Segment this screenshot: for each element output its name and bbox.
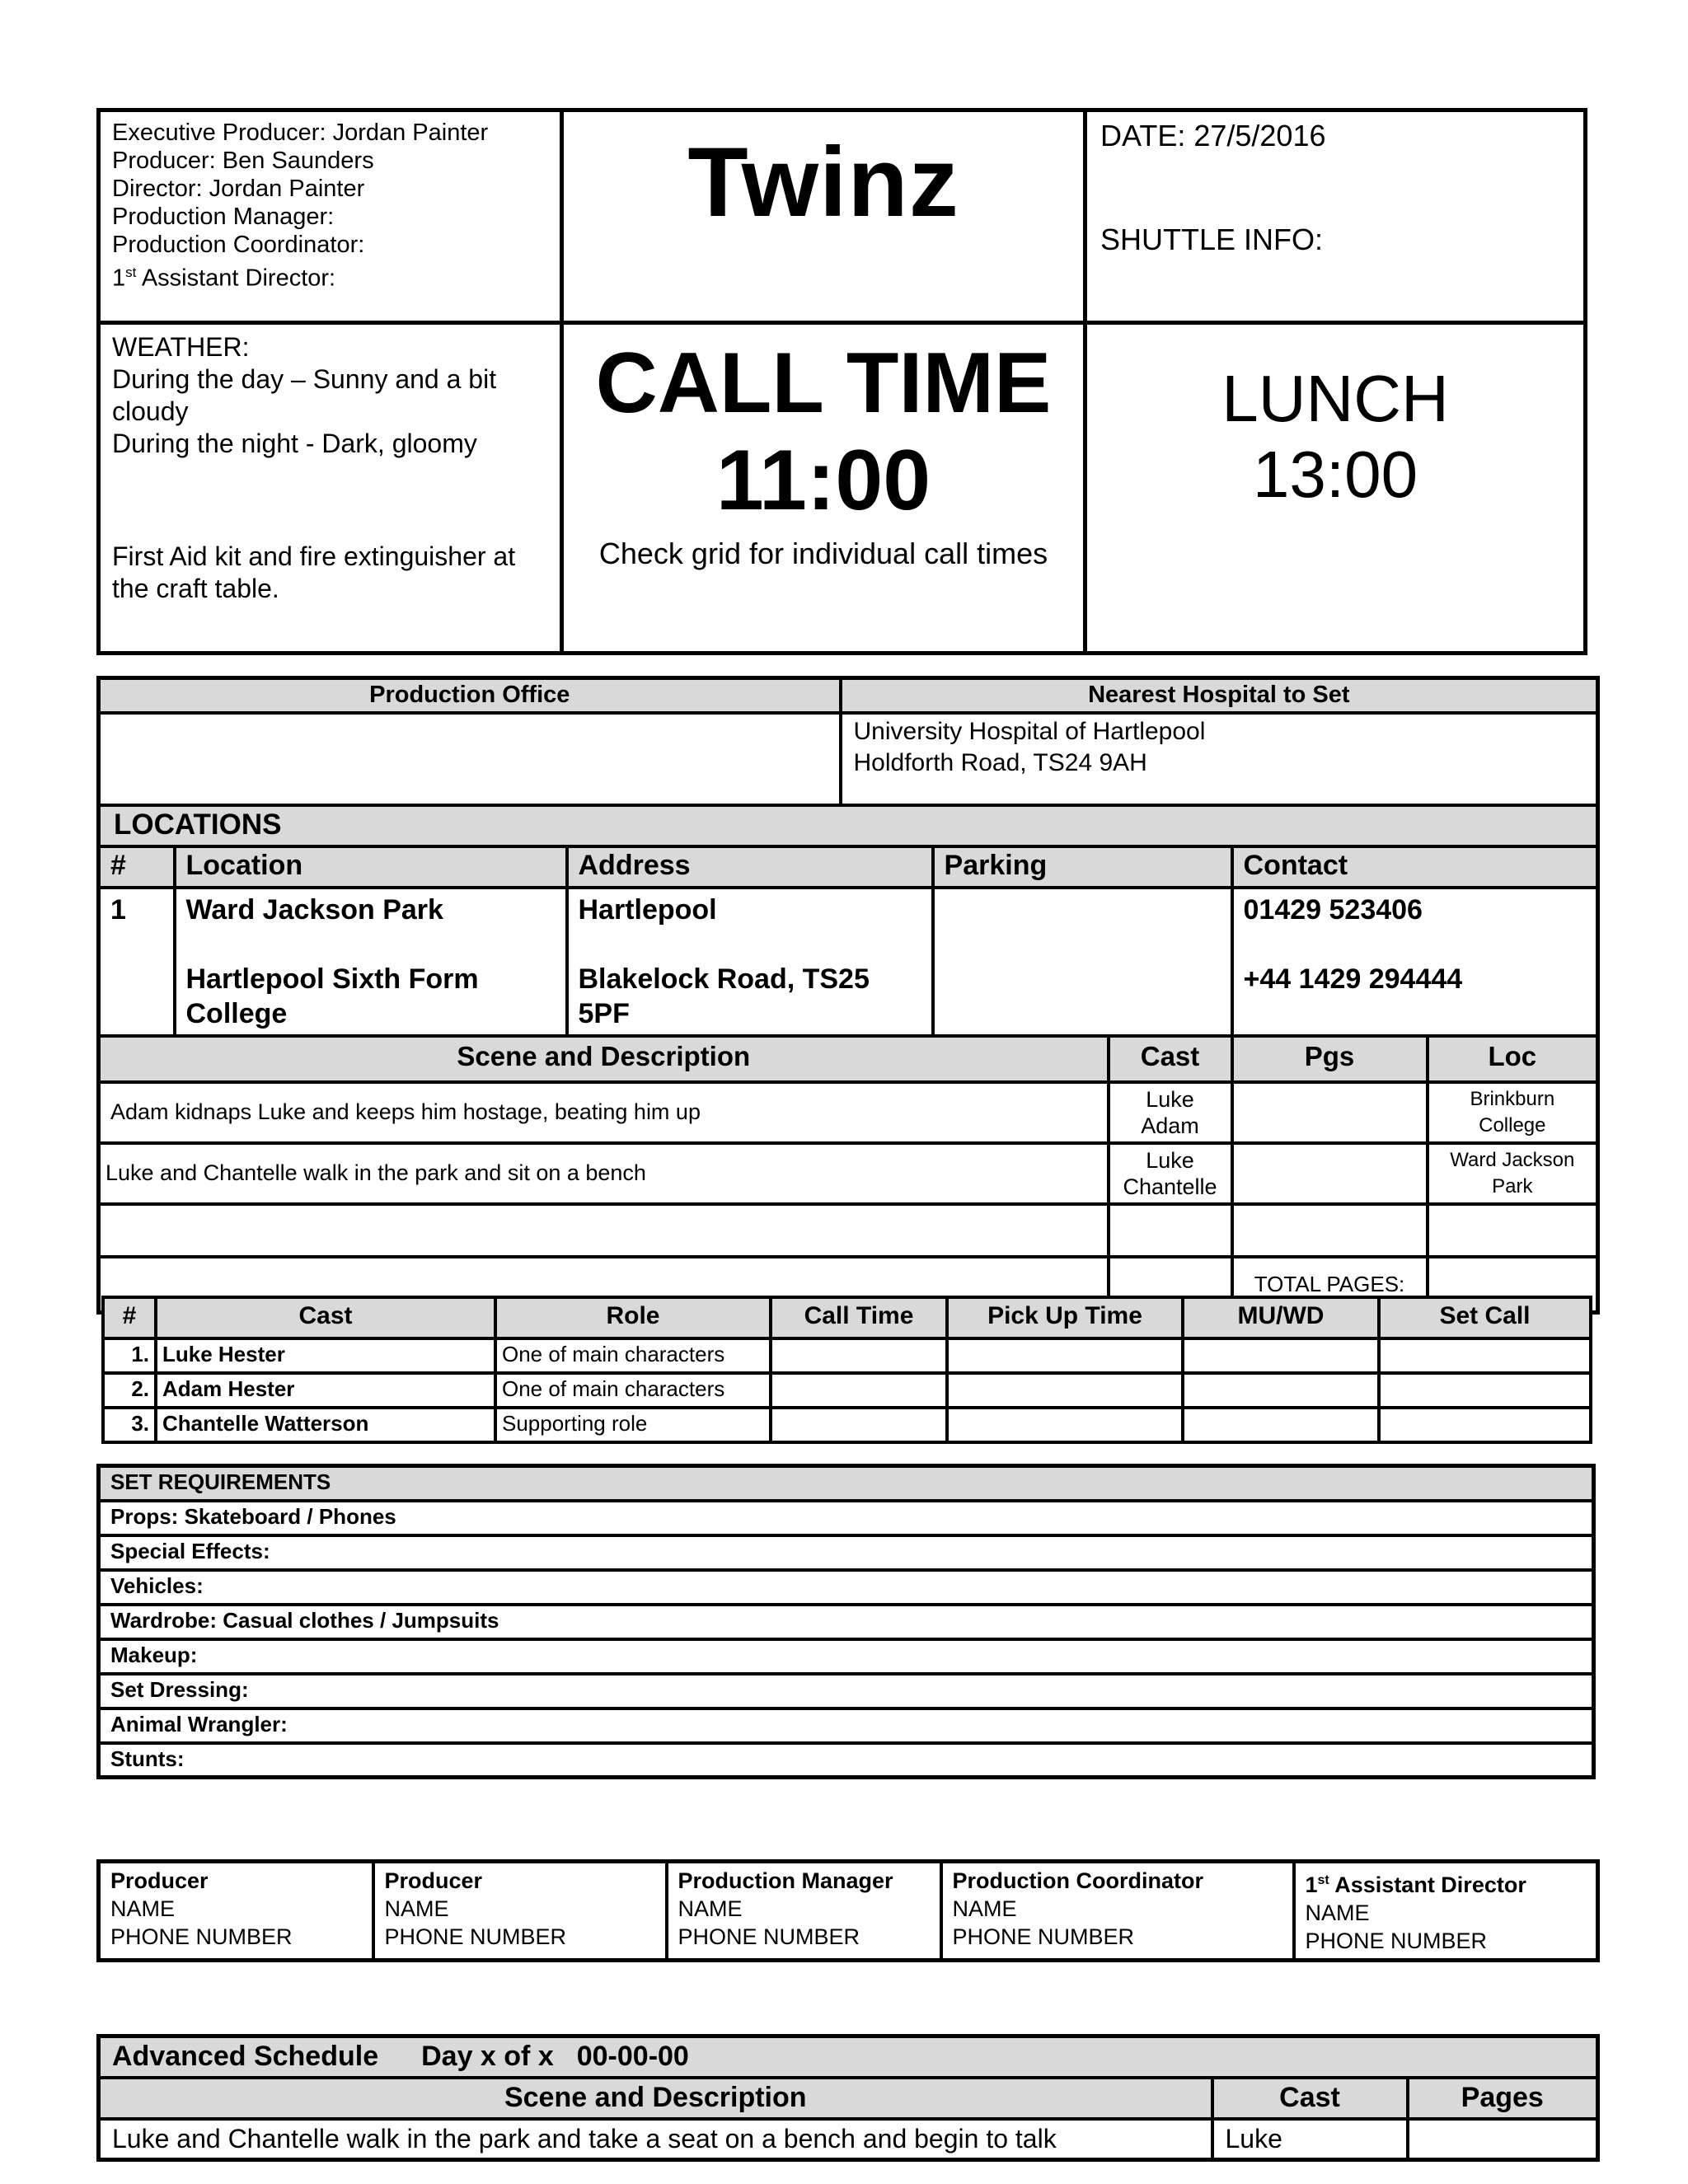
cast-role: One of main characters	[495, 1338, 771, 1373]
cast-name: Luke Hester	[156, 1338, 495, 1373]
weather-label: WEATHER:	[112, 331, 250, 362]
cast-call-time	[771, 1338, 947, 1373]
executive-producer: Executive Producer: Jordan Painter	[112, 120, 489, 146]
cast-col-cast: Cast	[156, 1297, 495, 1338]
set-dressing-row: Set Dressing:	[99, 1674, 1594, 1708]
header-grid	[96, 108, 1587, 655]
scene-row	[99, 1143, 1598, 1204]
production-manager-credit: Production Manager:	[112, 204, 335, 230]
weather-cell	[99, 322, 562, 653]
cast-col-pickup: Pick Up Time	[947, 1297, 1183, 1338]
call-time-cell	[562, 322, 1085, 653]
cast-col-set-call: Set Call	[1379, 1297, 1591, 1338]
scene-desc: Adam kidnaps Luke and keeps him hostage, beating him up	[99, 1082, 1109, 1143]
contact-role: Producer	[110, 1868, 209, 1893]
cast-col-num: #	[103, 1297, 156, 1338]
location-name-2: Hartlepool Sixth Form College	[185, 963, 479, 1029]
scene-loc-1: Ward Jackson	[1450, 1148, 1575, 1171]
contact-role: Producer	[384, 1868, 483, 1893]
scene-cast	[1109, 1082, 1232, 1143]
adv-row	[99, 2119, 1598, 2160]
date-cell	[1085, 110, 1586, 323]
call-time-note: Check grid for individual call times	[598, 536, 1048, 570]
scene-pgs	[1232, 1143, 1428, 1204]
producer-credit: Producer: Ben Saunders	[112, 148, 374, 174]
cast-muwd	[1183, 1338, 1379, 1373]
hospital-address	[841, 713, 1598, 805]
location-contact-1: 01429 523406	[1243, 893, 1423, 926]
scene-col-pgs: Pgs	[1232, 1036, 1428, 1082]
location-contact-2: +44 1429 294444	[1243, 963, 1463, 995]
cast-col-muwd: MU/WD	[1183, 1297, 1379, 1338]
cast-row	[103, 1373, 1591, 1408]
advanced-schedule-label: Advanced Schedule	[112, 2041, 379, 2072]
contact-phone: PHONE NUMBER	[678, 1924, 860, 1949]
weather-day: During the day – Sunny and a bit cloudy	[112, 363, 497, 426]
adv-desc: Luke and Chantelle walk in the park and take a seat on a bench and begin to talk	[99, 2119, 1212, 2160]
total-pages-label: TOTAL PAGES:	[1232, 1257, 1428, 1313]
cast-call-time	[771, 1408, 947, 1442]
scene-cast-1: Luke	[1146, 1086, 1194, 1112]
cast-col-call-time: Call Time	[771, 1297, 947, 1338]
scene-cast-1: Luke	[1146, 1147, 1194, 1173]
scene-loc-2: Park	[1492, 1174, 1533, 1197]
hospital-header: Nearest Hospital to Set	[841, 678, 1598, 713]
contact-cell	[99, 1862, 373, 1961]
adv-col-pages: Pages	[1408, 2078, 1598, 2119]
scene-loc	[1428, 1082, 1598, 1143]
contact-phone: PHONE NUMBER	[384, 1924, 567, 1949]
date-label: DATE: 27/5/2016	[1100, 119, 1326, 152]
first-aid-note: First Aid kit and fire extinguisher at the craft table.	[112, 541, 516, 603]
loc-col-contact: Contact	[1232, 846, 1598, 888]
contact-cell	[941, 1862, 1294, 1961]
cast-set-call	[1379, 1338, 1591, 1373]
adv-pages	[1408, 2119, 1598, 2160]
advanced-schedule-day: Day x of x	[421, 2041, 554, 2072]
cast-pickup	[947, 1338, 1183, 1373]
adv-cast: Luke	[1212, 2119, 1408, 2160]
loc-col-address: Address	[567, 846, 933, 888]
scene-cast-2: Adam	[1141, 1113, 1199, 1138]
cast-muwd	[1183, 1408, 1379, 1442]
cast-pickup	[947, 1373, 1183, 1408]
lunch-cell	[1085, 322, 1586, 653]
scene-col-desc: Scene and Description	[99, 1036, 1109, 1082]
first-ad-label: Assistant Director:	[136, 265, 336, 292]
vehicles-row: Vehicles:	[99, 1570, 1594, 1605]
production-office-value	[99, 713, 841, 805]
advanced-schedule-title	[99, 2036, 1598, 2078]
cast-role: Supporting role	[495, 1408, 771, 1442]
location-address-2: Blakelock Road, TS25 5PF	[578, 963, 870, 1029]
scene-pgs-empty	[1232, 1204, 1428, 1257]
loc-col-parking: Parking	[933, 846, 1232, 888]
location-row	[99, 888, 1598, 1036]
production-coordinator-credit: Production Coordinator:	[112, 232, 365, 258]
cast-col-role: Role	[495, 1297, 771, 1338]
scene-cast-empty	[1109, 1204, 1232, 1257]
wardrobe-row: Wardrobe: Casual clothes / Jumpsuits	[99, 1605, 1594, 1639]
cast-name: Chantelle Watterson	[156, 1408, 495, 1442]
locations-and-scenes-table	[96, 676, 1600, 1315]
contact-cell	[1294, 1862, 1598, 1961]
scene-cast	[1109, 1143, 1232, 1204]
cast-muwd	[1183, 1373, 1379, 1408]
scene-desc: Luke and Chantelle walk in the park and sit on a bench	[99, 1143, 1109, 1204]
props-row: Props: Skateboard / Phones	[99, 1501, 1594, 1535]
advanced-schedule-table	[96, 2034, 1600, 2162]
hospital-name: University Hospital of Hartlepool	[853, 717, 1206, 745]
contact-role: Production Coordinator	[952, 1868, 1203, 1893]
cast-role: One of main characters	[495, 1373, 771, 1408]
adv-col-desc: Scene and Description	[99, 2078, 1212, 2119]
location-num: 1	[99, 888, 175, 1036]
first-ad-number: 1	[112, 265, 126, 292]
hospital-street: Holdforth Road, TS24 9AH	[853, 748, 1147, 776]
scene-loc-empty	[1428, 1204, 1598, 1257]
adv-col-cast: Cast	[1212, 2078, 1408, 2119]
location-parking	[933, 888, 1232, 1036]
contact-name: NAME	[384, 1896, 449, 1921]
set-requirements-table	[96, 1464, 1596, 1779]
location-name-1: Ward Jackson Park	[185, 893, 443, 926]
contact-role: Production Manager	[678, 1868, 893, 1893]
scene-cast-2: Chantelle	[1123, 1174, 1217, 1199]
weather-night: During the night - Dark, gloomy	[112, 428, 477, 458]
contact-cell	[667, 1862, 941, 1961]
loc-col-num: #	[99, 846, 175, 888]
scene-pgs	[1232, 1082, 1428, 1143]
set-requirements-title: SET REQUIREMENTS	[99, 1466, 1594, 1501]
stunts-row: Stunts:	[99, 1743, 1594, 1778]
cast-row	[103, 1338, 1591, 1373]
scene-row	[99, 1082, 1598, 1143]
cast-pickup	[947, 1408, 1183, 1442]
contact-role-sup: st	[1317, 1873, 1329, 1887]
contact-phone: PHONE NUMBER	[110, 1924, 293, 1949]
scene-col-cast: Cast	[1109, 1036, 1232, 1082]
production-office-header: Production Office	[99, 678, 841, 713]
cast-num: 3.	[103, 1408, 156, 1442]
scene-desc-empty	[99, 1204, 1109, 1257]
contact-cell	[373, 1862, 667, 1961]
contact-name: NAME	[110, 1896, 176, 1921]
credits-cell	[99, 110, 562, 323]
cast-name: Adam Hester	[156, 1373, 495, 1408]
contacts-table	[96, 1859, 1600, 1962]
scene-row-empty	[99, 1204, 1598, 1257]
first-ad-credit	[112, 259, 548, 293]
cast-row	[103, 1408, 1591, 1442]
cast-set-call	[1379, 1408, 1591, 1442]
cast-call-time	[771, 1373, 947, 1408]
title-cell	[562, 110, 1085, 323]
scene-loc-1: Brinkburn	[1470, 1087, 1555, 1110]
scene-col-loc: Loc	[1428, 1036, 1598, 1082]
lunch-label: LUNCH	[1221, 361, 1449, 435]
special-effects-row: Special Effects:	[99, 1535, 1594, 1570]
lunch-time: 13:00	[1252, 437, 1418, 511]
shuttle-info: SHUTTLE INFO:	[1100, 223, 1324, 256]
cast-num: 2.	[103, 1373, 156, 1408]
contact-name: NAME	[952, 1896, 1017, 1921]
director-credit: Director: Jordan Painter	[112, 176, 365, 202]
first-ad-suffix-sup: st	[125, 265, 137, 280]
contact-phone: PHONE NUMBER	[952, 1924, 1135, 1949]
contact-role	[1306, 1867, 1587, 1899]
makeup-row: Makeup:	[99, 1639, 1594, 1674]
scene-loc	[1428, 1143, 1598, 1204]
cast-num: 1.	[103, 1338, 156, 1373]
animal-wrangler-row: Animal Wrangler:	[99, 1708, 1594, 1743]
location-contacts	[1232, 888, 1598, 1036]
scene-loc-2: College	[1479, 1113, 1546, 1137]
location-addresses	[567, 888, 933, 1036]
call-time-value: 11:00	[715, 432, 931, 528]
call-time-label: CALL TIME	[595, 335, 1052, 431]
contact-role-number: 1	[1305, 1872, 1318, 1897]
contact-phone: PHONE NUMBER	[1305, 1929, 1488, 1953]
contact-name: NAME	[678, 1896, 743, 1921]
loc-col-location: Location	[175, 846, 567, 888]
cast-set-call	[1379, 1373, 1591, 1408]
location-address-1: Hartlepool	[578, 893, 717, 926]
locations-title: LOCATIONS	[99, 805, 1598, 846]
show-title: Twinz	[687, 127, 959, 237]
location-names	[175, 888, 567, 1036]
contact-name: NAME	[1305, 1900, 1370, 1925]
contact-role-label: Assistant Director	[1329, 1872, 1526, 1897]
advanced-schedule-date: 00-00-00	[576, 2041, 689, 2072]
cast-table	[101, 1296, 1592, 1444]
